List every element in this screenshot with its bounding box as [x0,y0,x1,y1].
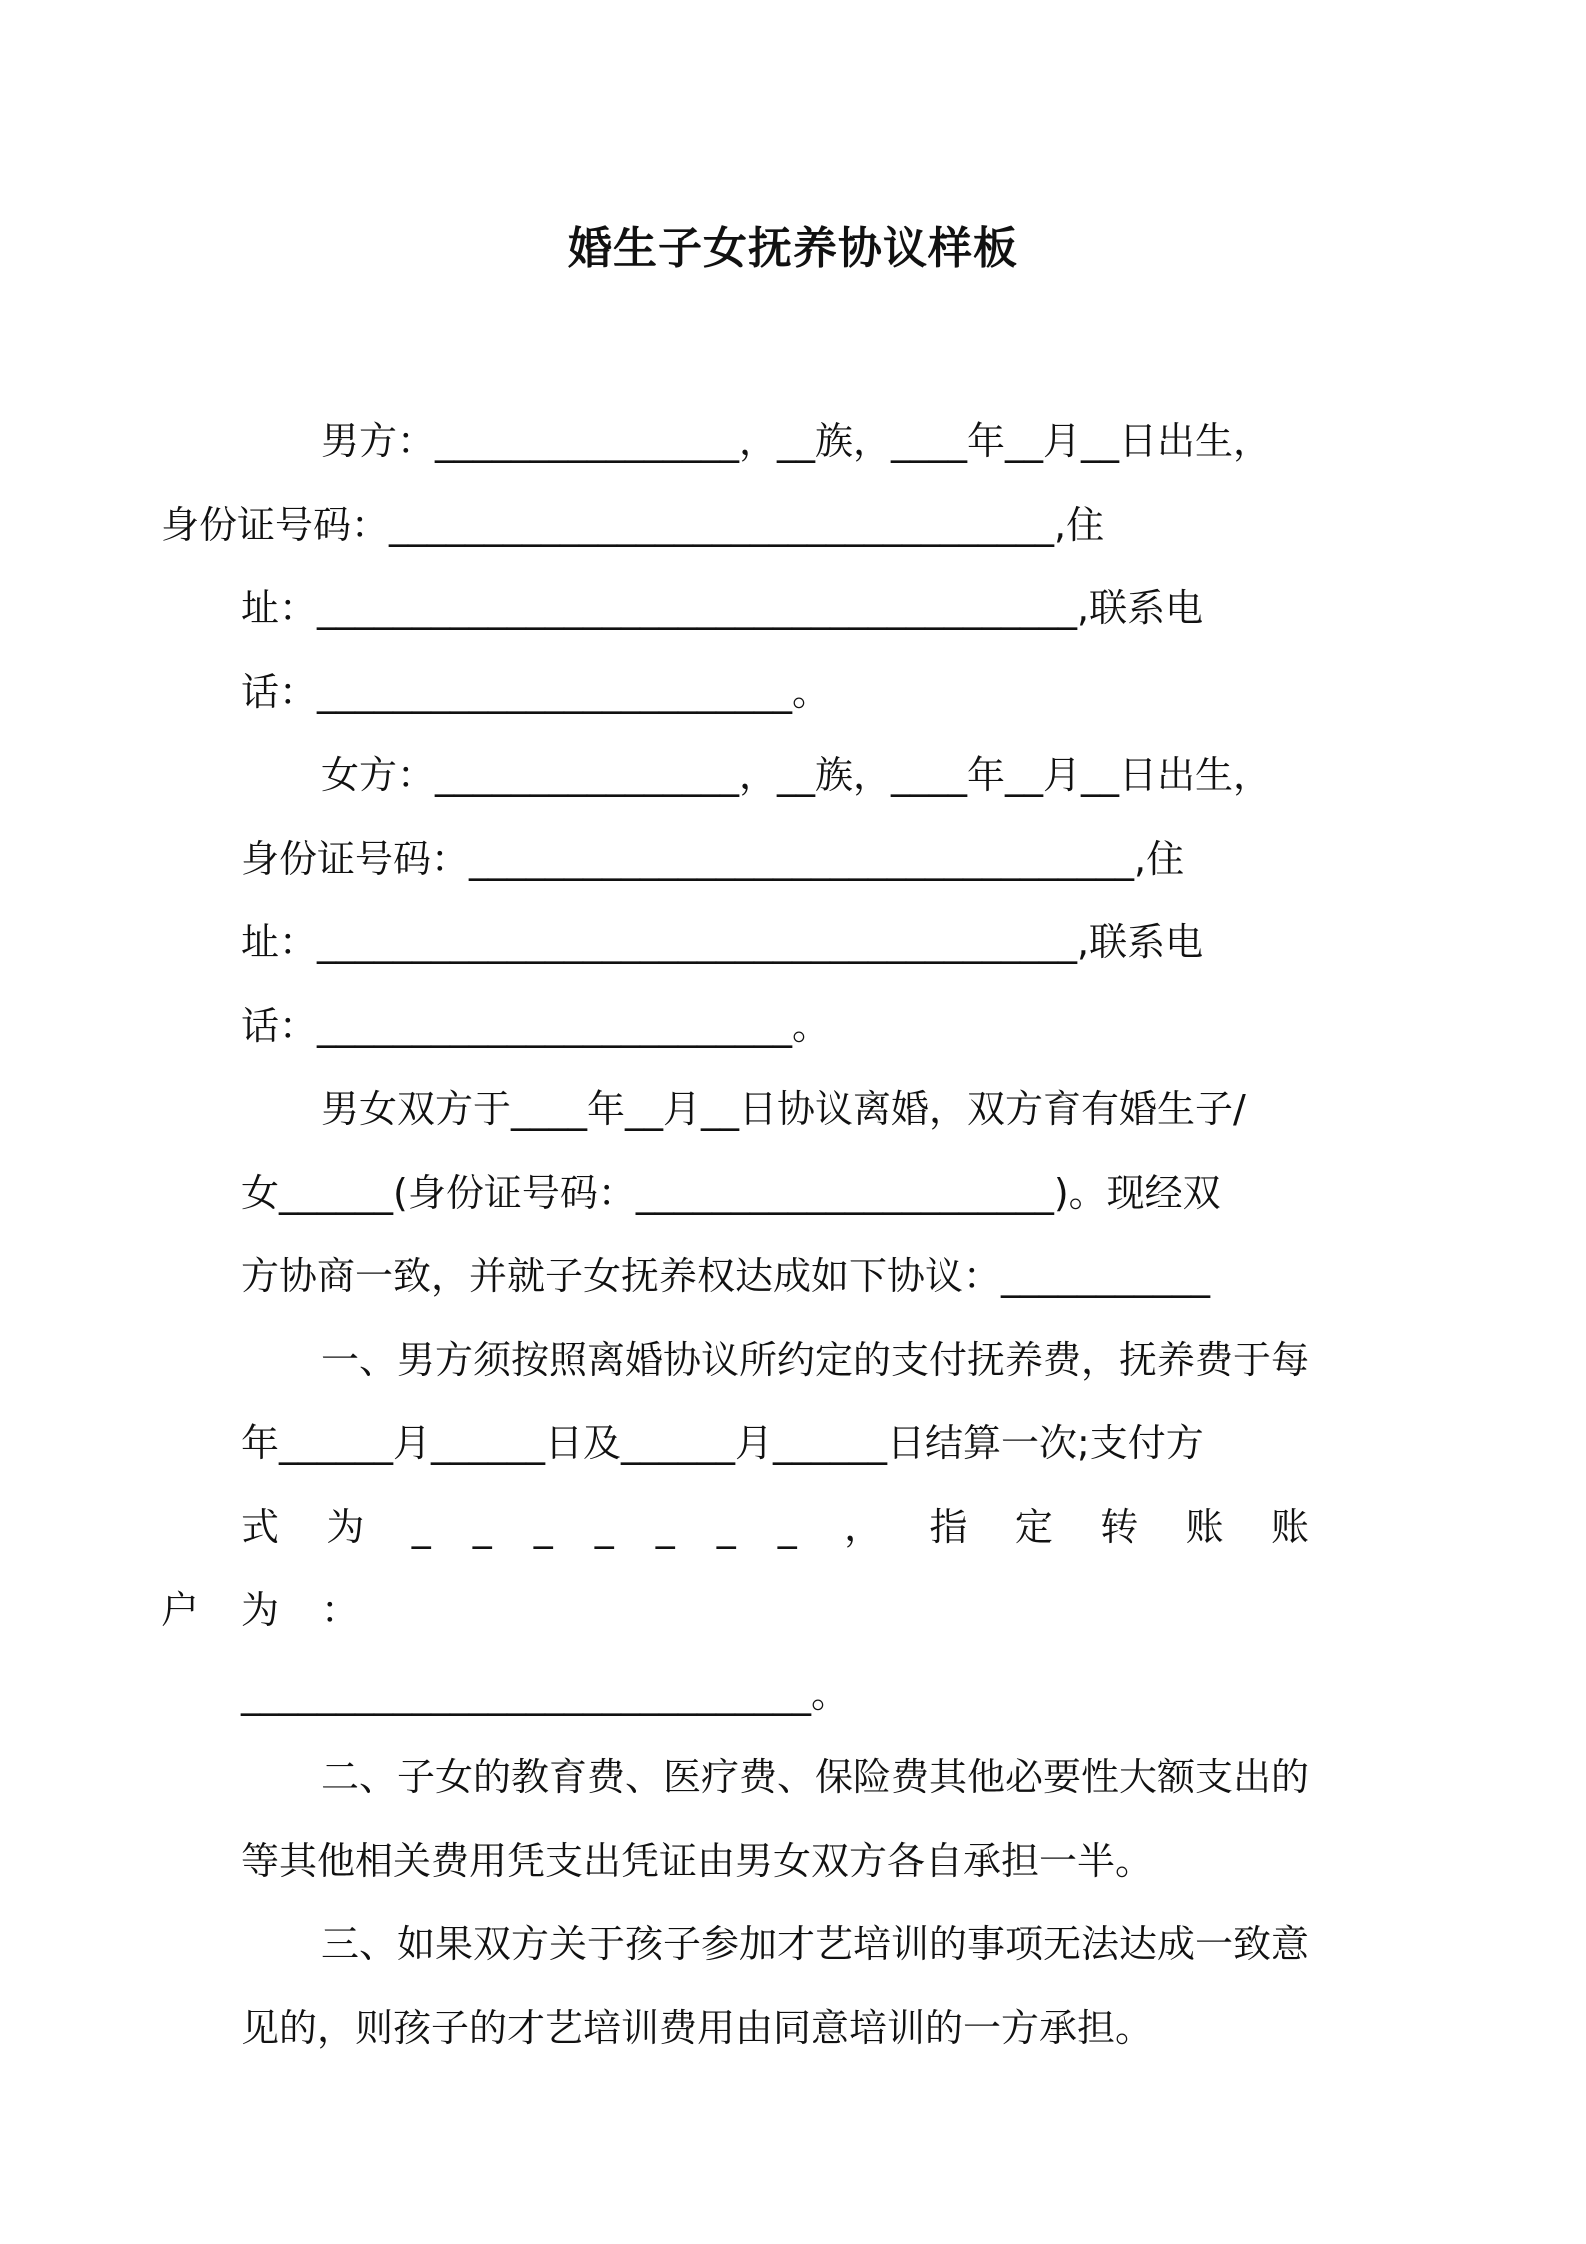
clause-2-line-1: 二、子女的教育费、医疗费、保险费其他必要性大额支出的 [321,1755,1310,1799]
male-party-line-1: 男方：________________，__族，____年__月__日出生， [321,419,1272,463]
clause-1-line-3: 式为_______，指定转账账户为： [161,1504,1351,1632]
male-party-line-3: 址：________________________________________,联系电 [241,586,1204,630]
clause-3-line-1: 三、如果双方关于孩子参加才艺培训的事项无法达成一致意 [321,1922,1310,1966]
female-party-paragraph [241,734,1351,1068]
clause-1-line-1: 一、男方须按照离婚协议所约定的支付抚养费，抚养费于每 [321,1337,1310,1382]
document-body [161,400,1351,2070]
clause-3-paragraph [241,1903,1351,2070]
clause-1-line-4: ______________________________。 [241,1671,850,1716]
intro-line-1: 男女双方于____年__月__日协议离婚，双方育有婚生子/ [321,1087,1246,1131]
clause-2-paragraph [241,1736,1351,1903]
female-party-line-1: 女方：________________，__族，____年__月__日出生， [321,753,1272,797]
intro-line-2: 女______(身份证号码：______________________)。现经双 [241,1170,1221,1215]
intro-line-3: 方协商一致，并就子女抚养权达成如下协议：___________ [241,1254,1211,1298]
male-party-paragraph [161,400,1351,734]
female-party-line-3: 址：________________________________________,联系电 [241,920,1204,964]
female-party-line-2: 身份证号码：___________________________________,住 [241,836,1185,881]
clause-2-line-2: 等其他相关费用凭支出凭证由男女双方各自承担一半。 [241,1838,1154,1883]
clause-1-line-2: 年______月______日及______月______日结算一次;支付方 [241,1421,1204,1465]
clause-1-paragraph [161,1319,1351,1737]
clause-3-line-2: 见的，则孩子的才艺培训费用由同意培训的一方承担。 [241,2005,1154,2050]
male-party-line-4: 话：_________________________。 [241,669,831,714]
intro-paragraph [241,1068,1351,1319]
male-party-line-2: 身份证号码：___________________________________,住 [161,502,1105,547]
female-party-line-4: 话：_________________________。 [241,1003,831,1048]
document-title: 婚生子女抚养协议样板 [568,223,1018,274]
